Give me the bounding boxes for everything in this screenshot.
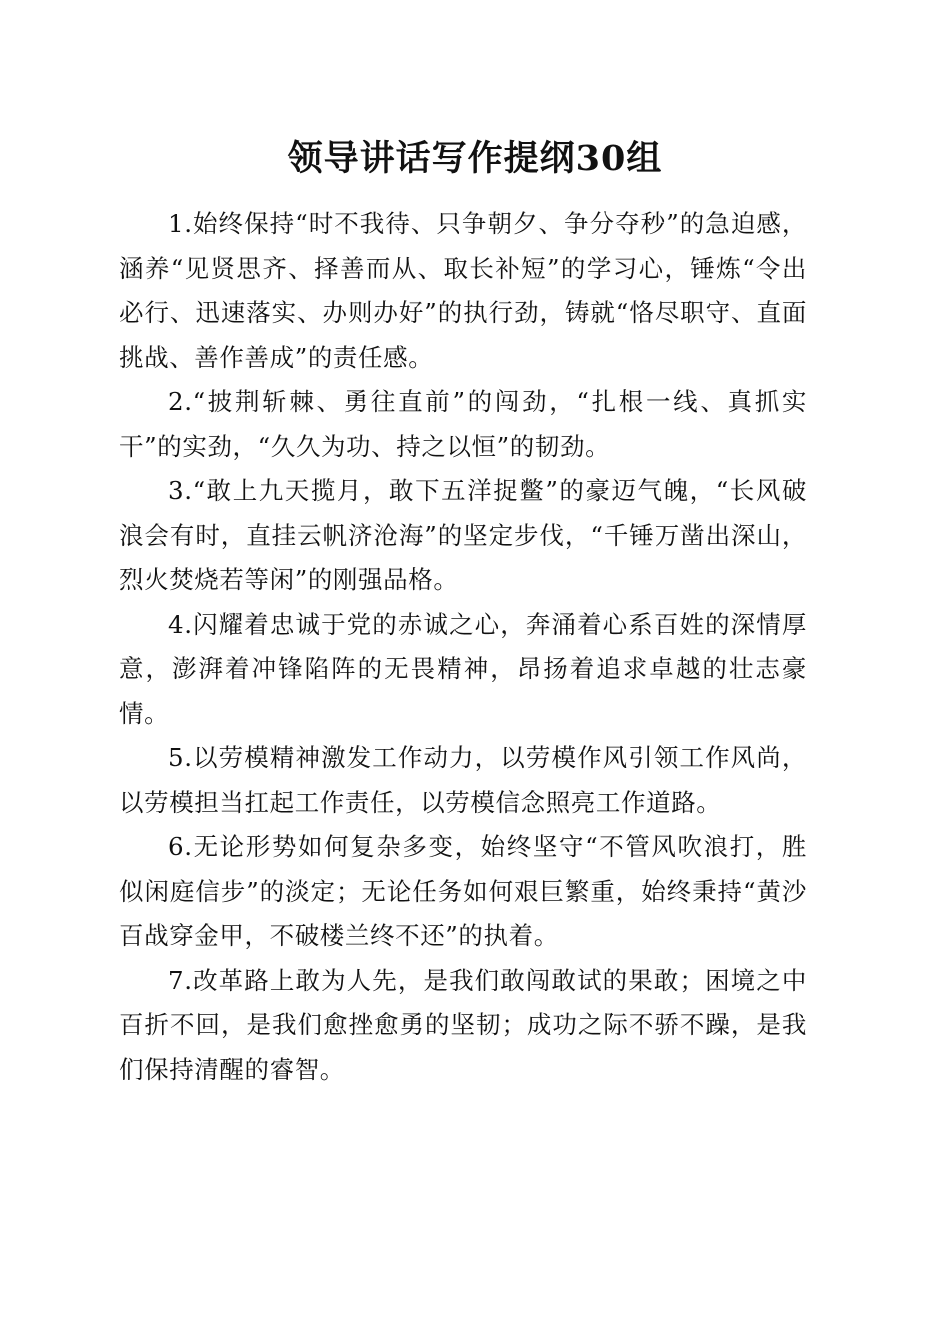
paragraph-3: 3.“敢上九天揽月，敢下五洋捉鳖”的豪迈气魄，“长风破浪会有时，直挂云帆济沧海”的坚定步伐，“千锤万凿出深山，烈火焚烧若等闲”的刚强品格。	[119, 476, 807, 594]
paragraph-6: 6.无论形势如何复杂多变，始终坚守“不管风吹浪打，胜似闲庭信步”的淡定；无论任务如何艰巨繁重，始终秉持“黄沙百战穿金甲，不破楼兰终不还”的执着。	[119, 832, 807, 950]
paragraph-4: 4.闪耀着忠诚于党的赤诚之心，奔涌着心系百姓的深情厚意，澎湃着冲锋陷阵的无畏精神，昂扬着追求卓越的壮志豪情。	[119, 609, 807, 728]
paragraph-1: 1.始终保持“时不我待、只争朝夕、争分夺秒”的急迫感，涵养“见贤思齐、择善而从、取长补短”的学习心，锤炼“令出必行、迅速落实、办则办好”的执行劲，铸就“恪尽职守、直面挑战、善作善成”的责任感。	[119, 209, 807, 372]
paragraph-2: 2.“披荆斩棘、勇往直前”的闯劲，“扎根一线、真抓实干”的实劲，“久久为功、持之以恒”的韧劲。	[119, 387, 807, 461]
paragraph-5: 5.以劳模精神激发工作动力，以劳模作风引领工作风尚，以劳模担当扛起工作责任，以劳模信念照亮工作道路。	[119, 743, 807, 817]
paragraph-7: 7.改革路上敢为人先，是我们敢闯敢试的果敢；困境之中百折不回，是我们愈挫愈勇的坚韧；成功之际不骄不躁，是我们保持清醒的睿智。	[119, 965, 807, 1084]
document-title: 领导讲话写作提纲30组	[287, 138, 663, 179]
document-body	[119, 202, 807, 1092]
